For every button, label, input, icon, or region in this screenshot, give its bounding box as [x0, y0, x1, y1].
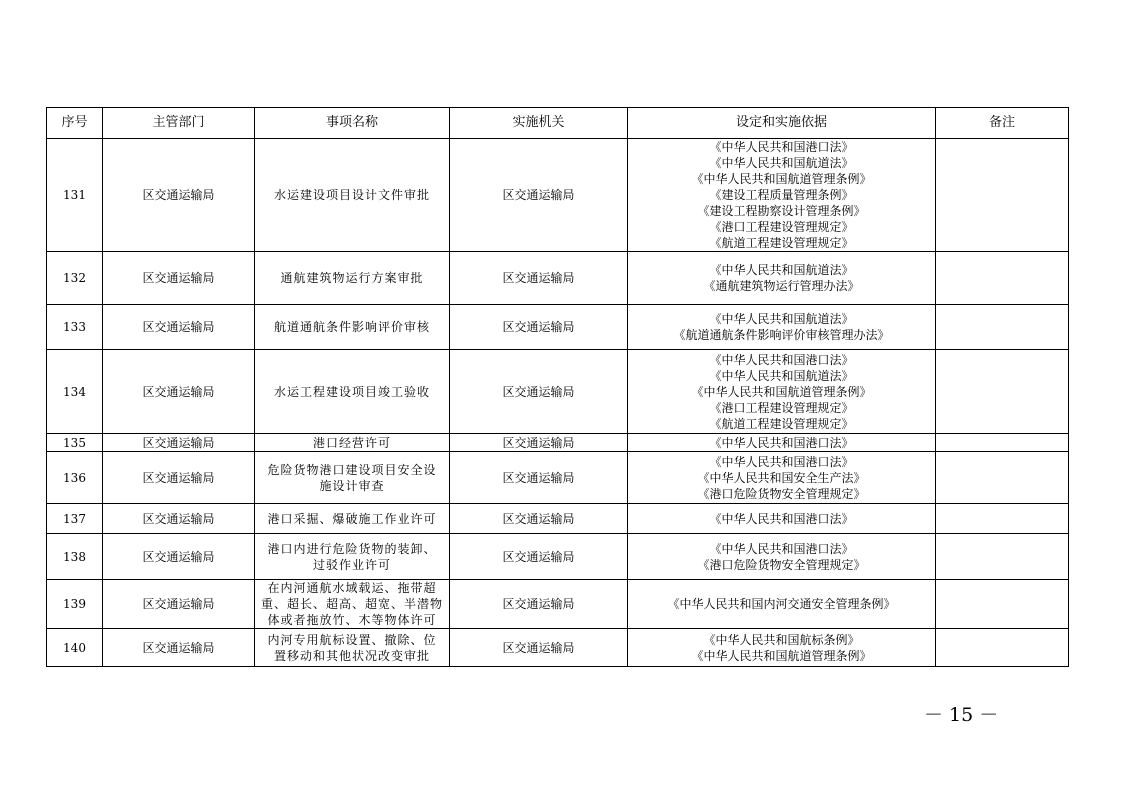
table-row [47, 504, 1069, 534]
header-agency: 实施机关 [450, 108, 628, 139]
row-item [255, 305, 450, 350]
table-row [47, 305, 1069, 350]
row-basis-line: 《中华人民共和国港口法》 [709, 352, 854, 367]
row-item-line: 在内河通航水域载运、拖带超 [267, 581, 437, 595]
row-note [936, 434, 1069, 452]
row-dept: 区交通运输局 [103, 534, 255, 580]
row-agency: 区交通运输局 [450, 452, 628, 504]
row-basis [628, 452, 936, 504]
row-no: 140 [47, 629, 103, 667]
row-item-line: 港口经营许可 [312, 435, 391, 450]
row-note [936, 629, 1069, 667]
row-note [936, 452, 1069, 504]
row-agency: 区交通运输局 [450, 534, 628, 580]
row-basis-line: 《中华人民共和国港口法》 [709, 454, 854, 469]
row-item-line: 置移动和其他状况改变审批 [273, 648, 430, 663]
row-dept: 区交通运输局 [103, 252, 255, 305]
row-item-line: 水运建设项目设计文件审批 [273, 188, 430, 202]
row-basis [628, 580, 936, 629]
row-item [255, 452, 450, 504]
row-basis-line: 《中华人民共和国航道管理条例》 [691, 648, 872, 663]
row-item [255, 350, 450, 434]
row-item [255, 504, 450, 534]
row-dept: 区交通运输局 [103, 629, 255, 667]
table-row [47, 434, 1069, 452]
row-no: 138 [47, 534, 103, 580]
row-basis-line: 《通航建筑物运行管理办法》 [703, 279, 860, 293]
row-basis-line: 《中华人民共和国航标条例》 [703, 632, 860, 647]
row-dept: 区交通运输局 [103, 139, 255, 252]
row-basis-line: 《中华人民共和国航道法》 [709, 263, 854, 277]
row-basis-line: 《中华人民共和国航道管理条例》 [691, 172, 872, 186]
row-dept: 区交通运输局 [103, 580, 255, 629]
row-dept: 区交通运输局 [103, 504, 255, 534]
header-dept: 主管部门 [103, 108, 255, 139]
header-no: 序号 [47, 108, 103, 139]
row-basis-line: 《中华人民共和国航道法》 [709, 368, 854, 383]
header-row [47, 108, 1069, 139]
row-dept: 区交通运输局 [103, 350, 255, 434]
row-agency: 区交通运输局 [450, 139, 628, 252]
row-basis [628, 139, 936, 252]
row-no: 134 [47, 350, 103, 434]
row-item-line: 施设计审查 [319, 478, 385, 493]
table-row [47, 534, 1069, 580]
row-basis-line: 《中华人民共和国内河交通安全管理条例》 [667, 597, 896, 611]
table-row [47, 350, 1069, 434]
row-basis-line: 《港口危险货物安全管理规定》 [697, 557, 866, 572]
row-no: 132 [47, 252, 103, 305]
row-basis-line: 《中华人民共和国港口法》 [709, 435, 854, 450]
row-agency: 区交通运输局 [450, 350, 628, 434]
row-item-line: 过驳作业许可 [312, 557, 391, 572]
items-table [46, 107, 1069, 667]
row-basis-line: 《航道工程建设管理规定》 [709, 416, 854, 431]
row-basis-line: 《港口工程建设管理规定》 [709, 220, 854, 234]
row-item-line: 体或者拖放竹、木等物体许可 [267, 613, 437, 627]
row-item [255, 580, 450, 629]
row-no: 137 [47, 504, 103, 534]
row-basis-line: 《中华人民共和国港口法》 [709, 511, 854, 526]
row-basis-line: 《航道工程建设管理规定》 [709, 236, 854, 250]
row-note [936, 534, 1069, 580]
row-item-line: 水运工程建设项目竣工验收 [273, 384, 430, 399]
row-dept: 区交通运输局 [103, 305, 255, 350]
row-item-line: 危险货物港口建设项目安全设 [267, 462, 437, 477]
row-item [255, 252, 450, 305]
row-item-line: 通航建筑物运行方案审批 [280, 271, 424, 285]
row-note [936, 139, 1069, 252]
row-no: 136 [47, 452, 103, 504]
row-basis-line: 《中华人民共和国航道法》 [709, 312, 854, 326]
row-basis-line: 《建设工程勘察设计管理条例》 [697, 204, 866, 218]
header-item: 事项名称 [255, 108, 450, 139]
row-no: 133 [47, 305, 103, 350]
table-row [47, 139, 1069, 252]
row-item [255, 139, 450, 252]
row-dept: 区交通运输局 [103, 452, 255, 504]
row-agency: 区交通运输局 [450, 305, 628, 350]
row-agency: 区交通运输局 [450, 434, 628, 452]
row-agency: 区交通运输局 [450, 629, 628, 667]
row-basis-line: 《中华人民共和国港口法》 [709, 541, 854, 556]
row-note [936, 580, 1069, 629]
header-basis: 设定和实施依据 [628, 108, 936, 139]
table-row [47, 252, 1069, 305]
row-item-line: 港口内进行危险货物的装卸、 [267, 541, 437, 556]
row-basis [628, 252, 936, 305]
table-row [47, 580, 1069, 629]
row-no: 135 [47, 434, 103, 452]
row-basis [628, 534, 936, 580]
row-basis-line: 《中华人民共和国港口法》 [709, 140, 854, 154]
row-basis-line: 《港口危险货物安全管理规定》 [697, 486, 866, 501]
row-basis-line: 《中华人民共和国航道管理条例》 [691, 384, 872, 399]
row-basis-line: 《建设工程质量管理条例》 [709, 188, 854, 202]
page-number: － 15 － [924, 704, 999, 726]
row-basis-line: 《港口工程建设管理规定》 [709, 400, 854, 415]
row-dept: 区交通运输局 [103, 434, 255, 452]
row-item [255, 434, 450, 452]
row-basis [628, 305, 936, 350]
row-item-line: 航道通航条件影响评价审核 [273, 320, 430, 334]
row-note [936, 305, 1069, 350]
row-basis [628, 629, 936, 667]
row-note [936, 252, 1069, 305]
row-basis [628, 350, 936, 434]
row-item-line: 港口采掘、爆破施工作业许可 [267, 511, 437, 526]
header-note: 备注 [936, 108, 1069, 139]
row-agency: 区交通运输局 [450, 580, 628, 629]
row-basis [628, 504, 936, 534]
row-basis-line: 《中华人民共和国航道法》 [709, 156, 854, 170]
table-row [47, 629, 1069, 667]
row-item-line: 内河专用航标设置、撤除、位 [267, 632, 437, 647]
row-item [255, 534, 450, 580]
row-basis [628, 434, 936, 452]
row-agency: 区交通运输局 [450, 252, 628, 305]
row-no: 131 [47, 139, 103, 252]
row-basis-line: 《航道通航条件影响评价审核管理办法》 [673, 328, 890, 342]
row-basis-line: 《中华人民共和国安全生产法》 [697, 470, 866, 485]
table-row [47, 452, 1069, 504]
row-note [936, 504, 1069, 534]
row-item-line: 重、超长、超高、超宽、半潜物 [260, 597, 443, 611]
row-agency: 区交通运输局 [450, 504, 628, 534]
row-item [255, 629, 450, 667]
row-no: 139 [47, 580, 103, 629]
row-note [936, 350, 1069, 434]
